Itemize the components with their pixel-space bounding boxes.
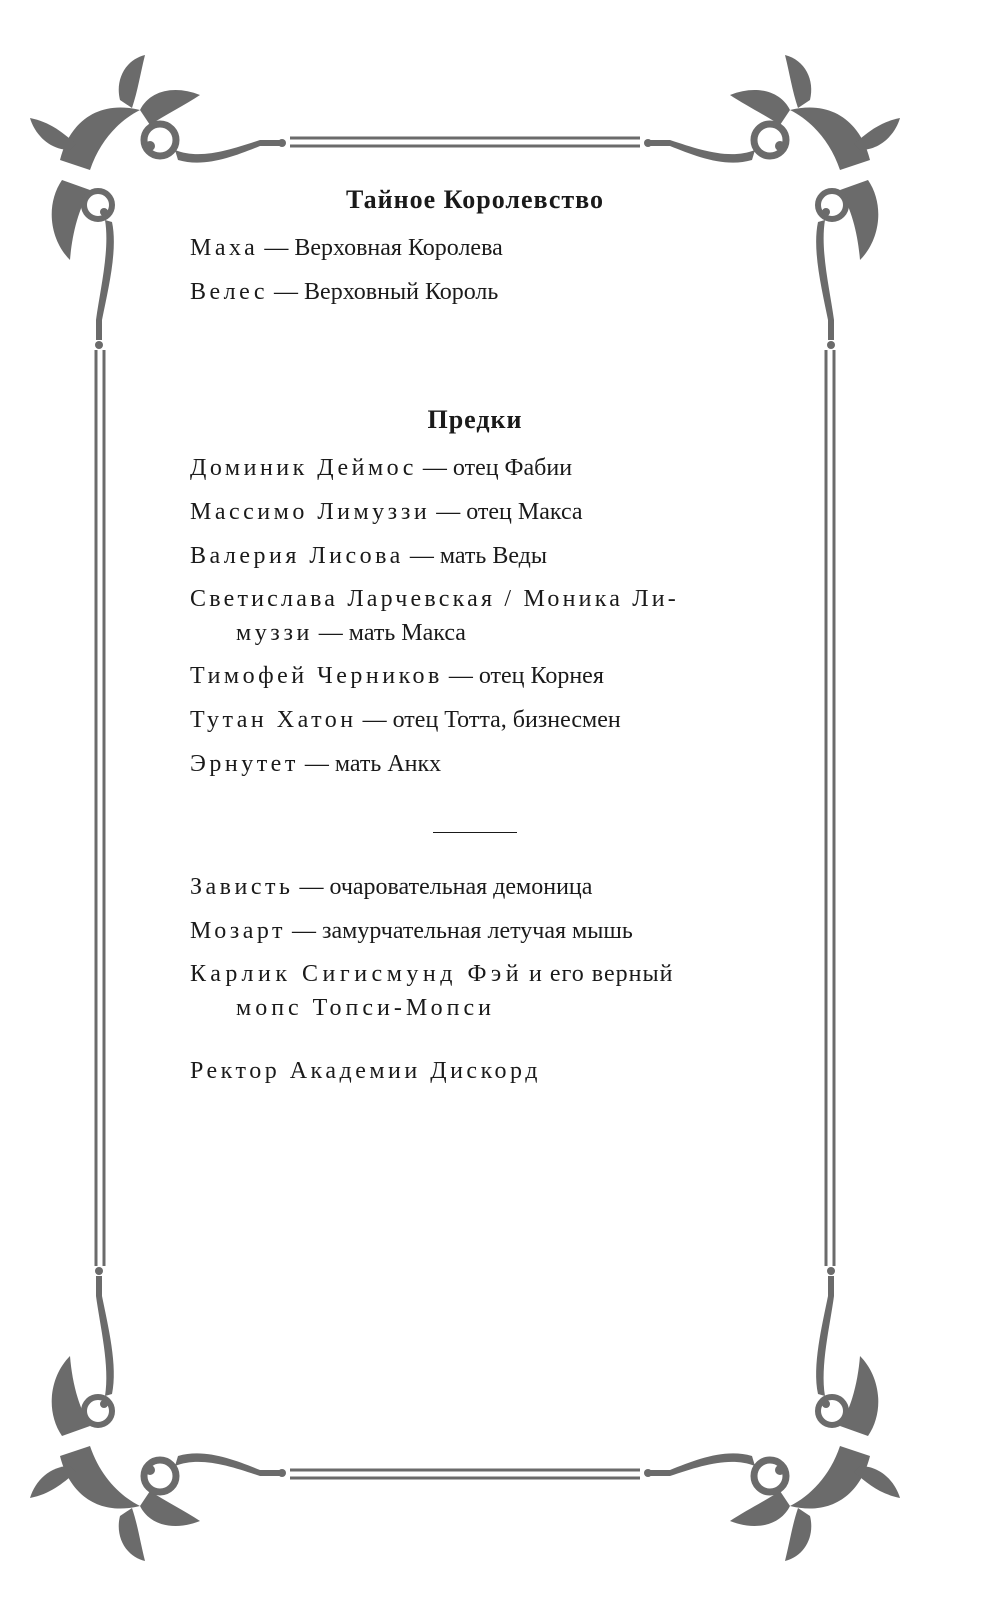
list-item: Мозарт — замурчательная летучая мышь [190, 918, 633, 944]
section-kingdom [190, 180, 760, 310]
character-list [190, 180, 760, 1097]
list-item: Доминик Деймос — отец Фабии [190, 455, 573, 481]
list-item: Маха — Верховная Королева [190, 235, 503, 261]
list-item: Тутан Хатон — отец Тотта, бизнесмен [190, 707, 621, 733]
list-item: Валерия Лисова — мать Веды [190, 543, 547, 569]
section-title-ancestors: Предки [427, 405, 523, 434]
section-others [190, 869, 760, 1089]
list-item: Массимо Лимуззи — отец Макса [190, 499, 583, 525]
section-title-kingdom: Тайное Королевство [345, 185, 605, 214]
list-item: Светислава Ларчевская / Моника Ли- муззи — мать Макса [190, 586, 679, 646]
list-item: Велес — Верховный Король [190, 279, 499, 305]
section-ancestors [190, 400, 760, 782]
list-item: Зависть — очаровательная демоница [190, 874, 593, 900]
list-item: Эрнутет — мать Анкх [190, 751, 442, 777]
list-item: Тимофей Черников — отец Корнея [190, 663, 604, 689]
section-divider [433, 832, 517, 833]
list-item: Карлик Сигисмунд Фэй и его верный мопс Топси-Мопси [190, 961, 674, 1021]
list-item-rector: Ректор Академии Дискорд [190, 1058, 541, 1084]
